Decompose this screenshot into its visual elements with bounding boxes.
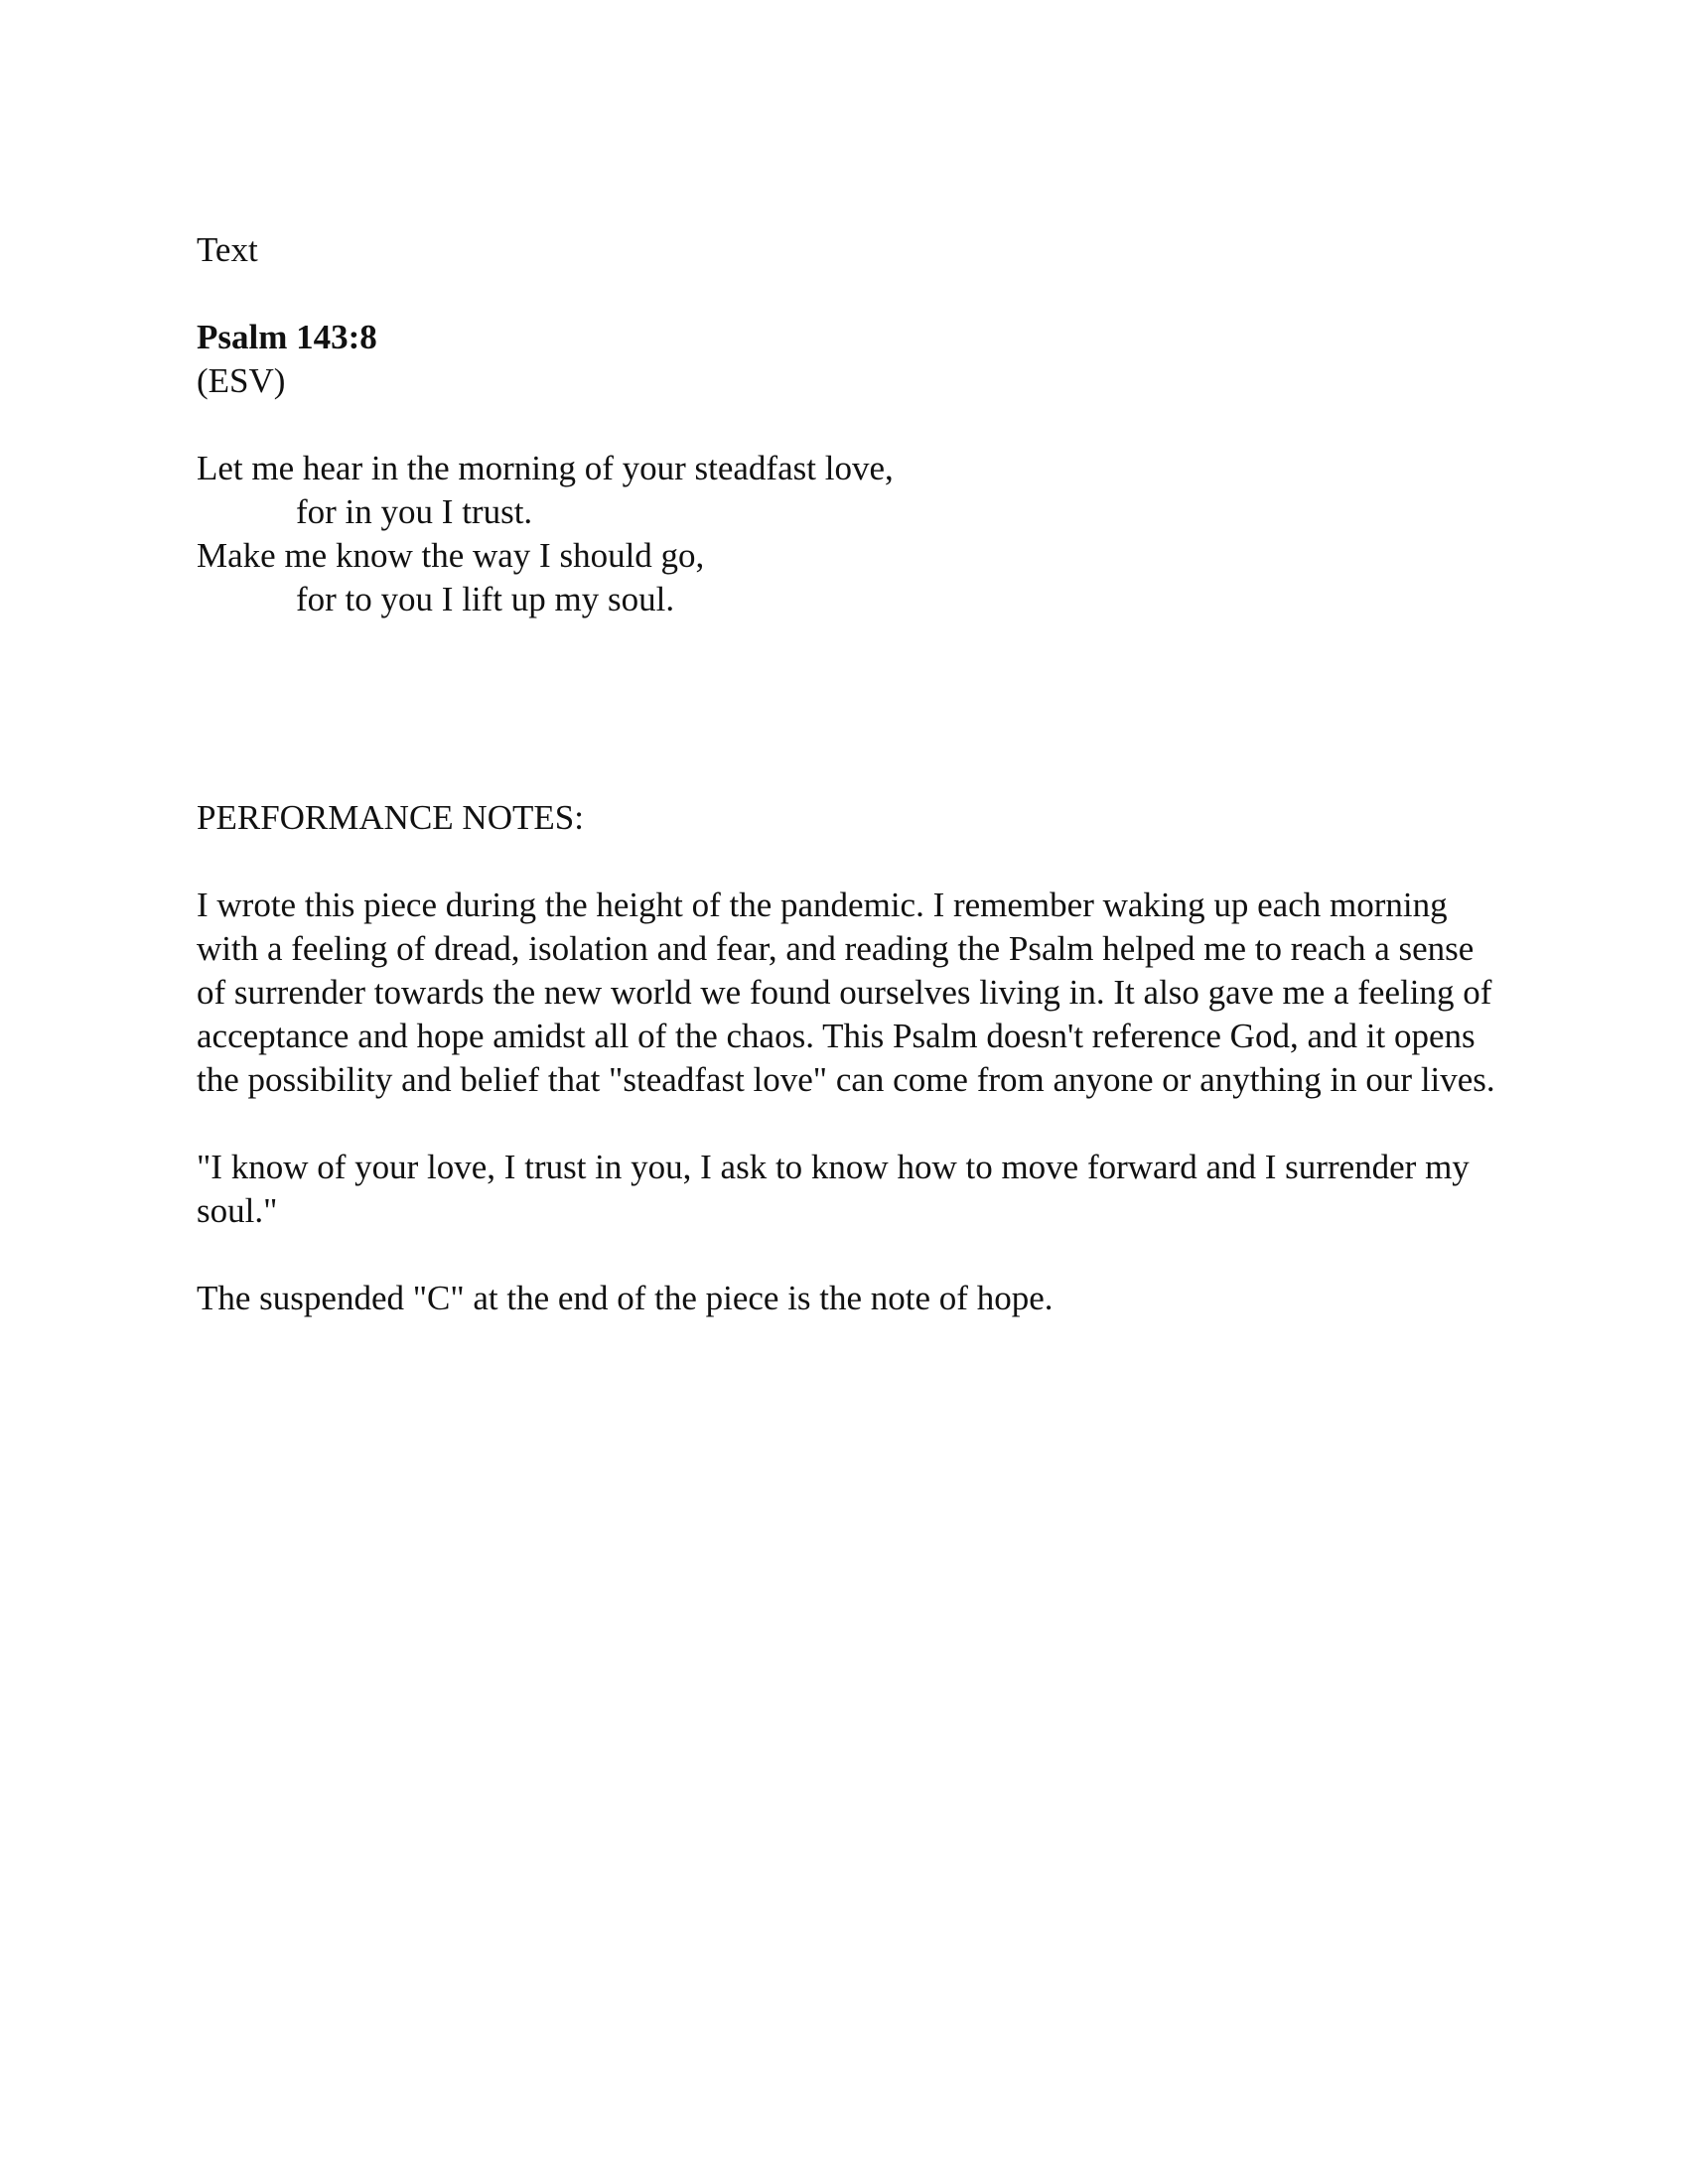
notes-paragraph: I wrote this piece during the height of the pandemic. I remember waking up each morning with a feeling of dread, isolation and fear, and reading the Psalm helped me to reach a sense of surrender towards the new world we found ourselves living in. It also gave me a feeling of acceptance and hope amidst all of the chaos. This Psalm doesn't reference God, and it opens the possibility and belief that "steadfast love" can come from anyone or anything in our lives. [197,886,1495,1099]
verse-line: for to you I lift up my soul. [296,580,675,618]
verse-line: Let me hear in the morning of your steadfast love, [197,449,894,487]
verse-line: for in you I trust. [296,492,533,531]
psalm-reference: Psalm 143:8 [197,318,377,356]
psalm-verse [197,447,1507,621]
verse-line: Make me know the way I should go, [197,536,705,575]
section-label: Text [197,230,258,269]
document-page [197,228,1507,1364]
notes-paragraph: The suspended "C" at the end of the piece is the note of hope. [197,1279,1054,1317]
notes-quote: "I know of your love, I trust in you, I ask to know how to move forward and I surrender my soul." [197,1148,1470,1230]
psalm-reference-block [197,316,1507,403]
psalm-translation: (ESV) [197,361,286,400]
performance-notes-heading: PERFORMANCE NOTES: [197,798,584,837]
